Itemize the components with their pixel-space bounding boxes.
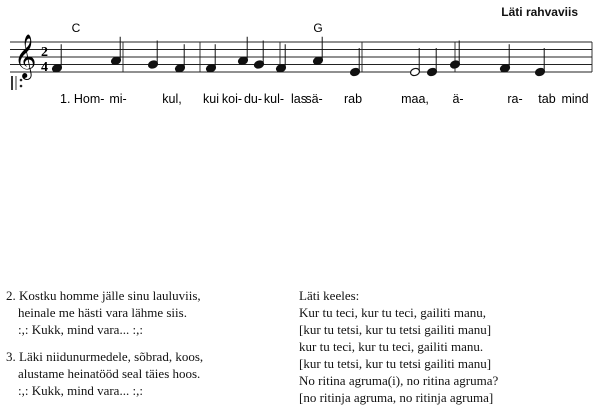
lyric-syllable: 1. Hom- <box>60 92 105 106</box>
lyric-syllable: kui <box>203 92 219 106</box>
source-credit: Läti rahvaviis <box>501 5 578 19</box>
note <box>410 48 421 77</box>
verse-2 <box>6 287 276 338</box>
verse-line: heinale me hästi vara lähme siis. <box>18 305 187 320</box>
lyric-syllable: rab <box>343 92 363 106</box>
time-sig-bottom: 4 <box>41 60 48 75</box>
note <box>535 48 546 77</box>
verse-line: alustame heinatööd seal täies hoos. <box>18 366 201 381</box>
lyric-syllable: tab <box>538 92 556 106</box>
note <box>238 37 249 66</box>
latvian-line: Kur tu teci, kur tu teci, gailiti manu, <box>299 305 487 320</box>
lyric-syllable: kul, <box>162 92 182 106</box>
latvian-line: No ritina agruma(i), no ritina agruma? <box>299 373 499 388</box>
lyric-syllable: maa, <box>401 92 429 106</box>
brace-dot <box>20 85 23 88</box>
treble-clef-icon: 𝄞 <box>14 34 37 78</box>
lyric-syllable: ä- <box>452 92 464 106</box>
verse-line: :,: Kukk, mind vara... :,: <box>18 322 143 337</box>
chord-symbol: C <box>71 21 81 35</box>
lyric-syllable: sä- <box>305 92 323 106</box>
lyric-syllable: du- <box>243 92 263 106</box>
note <box>148 41 159 70</box>
note <box>500 44 511 73</box>
lyric-syllable: kul- <box>263 92 285 106</box>
brace-dot <box>20 79 23 82</box>
lyric-syllable: ra- <box>507 92 523 106</box>
note <box>206 44 217 73</box>
chord-symbol: G <box>313 21 323 35</box>
note <box>52 44 63 73</box>
verse-line: :,: Kukk, mind vara... :,: <box>18 383 143 398</box>
verse-line: 2. Kostku homme jälle sinu lauluviis, <box>6 288 201 303</box>
note <box>175 44 186 73</box>
latvian-line: [kur tu tetsi, kur tu tetsi gailiti manu] <box>299 322 492 337</box>
latvian-line: [kur tu tetsi, kur tu tetsi gailiti manu] <box>299 356 492 371</box>
latvian-line: kur tu teci, kur tu teci, gailiti manu. <box>299 339 484 354</box>
verse-3 <box>6 348 276 399</box>
lyric-syllable: mi- <box>109 92 127 106</box>
latvian-lyrics <box>299 287 599 406</box>
latvian-heading: Läti keeles: <box>299 288 360 303</box>
lyric-syllable: las <box>291 92 307 106</box>
additional-verses <box>6 287 276 409</box>
time-sig-top: 2 <box>41 45 48 60</box>
note <box>313 37 324 66</box>
staff-system <box>10 34 592 90</box>
verse-line: 3. Läki niidunurmedele, sõbrad, koos, <box>6 349 204 364</box>
note <box>254 41 265 70</box>
lyric-syllable: mind <box>561 92 589 106</box>
note <box>111 37 122 66</box>
note <box>276 44 287 73</box>
note <box>427 48 438 77</box>
latvian-line: [no ritinja agruma, no ritinja agruma] <box>299 390 494 405</box>
lyric-syllable: koi- <box>221 92 243 106</box>
note <box>350 48 361 77</box>
